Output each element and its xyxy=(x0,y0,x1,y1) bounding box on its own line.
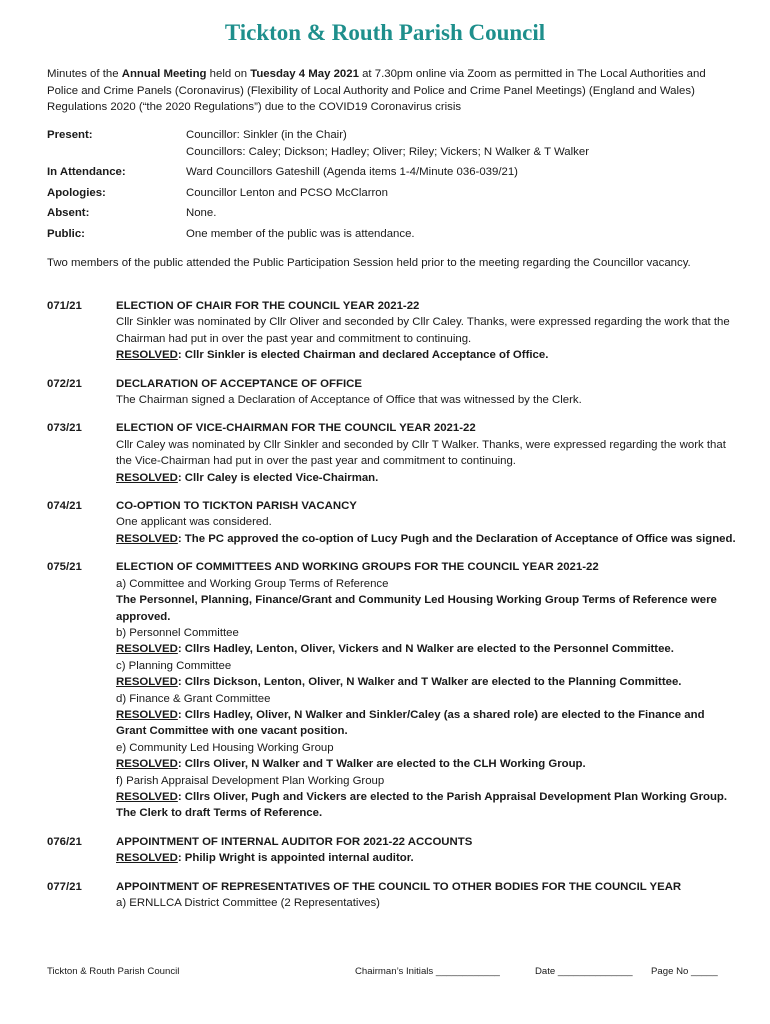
absent-row: Absent: None. xyxy=(47,207,217,219)
meeting-date: Tuesday 4 May 2021 xyxy=(250,68,359,80)
sub-item-d: d) Finance & Grant Committee xyxy=(116,692,271,705)
apologies-row: Apologies: Councillor Lenton and PCSO McClarron xyxy=(47,186,388,199)
minute-077: 077/21 APPOINTMENT OF REPRESENTATIVES OF THE COUNCIL TO OTHER BODIES FOR THE COUNCIL YEAR a) ERNLLCA District Committee (2 Representatives) xyxy=(47,879,737,912)
public-participation-note: Two members of the public attended the Public Participation Session held prior to the meeting regarding the Councillor vacancy. xyxy=(47,257,691,269)
sub-item-c: c) Planning Committee xyxy=(116,659,232,672)
resolution: RESOLVED: Cllrs Oliver, Pugh and Vickers are elected to the Parish Appraisal Development Plan Working Group. The Clerk to draft Terms of Reference. xyxy=(116,790,728,820)
resolution: RESOLVED: Cllrs Hadley, Oliver, N Walker and Sinkler/Caley (as a shared role) are elected to the Finance and Grant Committee with one vacant position. xyxy=(116,708,705,738)
sub-item-e: e) Community Led Housing Working Group xyxy=(116,741,334,754)
present-councillors: Councillors: Caley; Dickson; Hadley; Oliver; Riley; Vickers; N Walker & T Walker xyxy=(186,145,589,158)
minutes-items xyxy=(47,298,737,923)
attendance-block xyxy=(47,127,727,246)
minute-072: 072/21 DECLARATION OF ACCEPTANCE OF OFFICE The Chairman signed a Declaration of Acceptance of Office that was witnessed by the Clerk. xyxy=(47,377,582,407)
page-footer xyxy=(0,966,770,982)
minute-075: 075/21 ELECTION OF COMMITTEES AND WORKING GROUPS FOR THE COUNCIL YEAR 2021-22 a) Committee and Working Group Terms of Reference The Personnel, Planning, Finance/Grant and Community Led Housing Working Group Terms of Reference were approved. b) Personnel Committee RESOLVED: Cllrs Hadley, Lenton, Oliver, Vickers and N Walker are elected to the Personnel Committee. c) Planning Committee RESOLVED: Cllrs Dickson, Lenton, Oliver, N Walker and T Walker are elected to the Planning Committee. d) Finance & Grant Committee RESOLVED: Cllrs Hadley, Oliver, N Walker and Sinkler/Caley (as a shared role) are elected to the Finance and Grant Committee with one vacant position. e) Community Led Housing Working Group RESOLVED: Cllrs Oliver, N Walker and T Walker are elected to the CLH Working Group. f) Parish Appraisal Development Plan Working Group RESOLVED: Cllrs Oliver, Pugh and Vickers are elected to the Parish Appraisal Development Plan Working Group. The Clerk to draft Terms of Reference. xyxy=(47,559,737,822)
resolution: RESOLVED: Cllr Caley is elected Vice-Chairman. xyxy=(116,471,379,484)
minute-073: 073/21 ELECTION OF VICE-CHAIRMAN FOR THE COUNCIL YEAR 2021-22 Cllr Caley was nominated by Cllr Sinkler and seconded by Cllr T Walker. Thanks, were expressed regarding the work that the Vice-Chairman had put in over the past year and commitment to continuing. RESOLVED: Cllr Caley is elected Vice-Chairman. xyxy=(47,420,737,486)
intro-paragraph: Minutes of the Annual Meeting held on Tuesday 4 May 2021 at 7.30pm online via Zoom as permitted in The Local Authorities and Police and Crime Panels (Coronavirus) (Flexibility of Local Authority and Police and Crime Panel Meetings) (England and Wales) Regulations 2020 (“the 2020 Regulations”) due to the COVID19 Coronavirus crisis xyxy=(47,68,706,113)
resolution: RESOLVED: Cllrs Oliver, N Walker and T Walker are elected to the CLH Working Group. xyxy=(116,758,586,771)
present-row: Present: Councillor: Sinkler (in the Chair) Councillors: Caley; Dickson; Hadley; Oliver; Riley; Vickers; N Walker & T Walker xyxy=(47,127,727,160)
minute-076: 076/21 APPOINTMENT OF INTERNAL AUDITOR FOR 2021-22 ACCOUNTS RESOLVED: Philip Wright is appointed internal auditor. xyxy=(47,834,737,867)
footer-date: Date ______________ xyxy=(535,966,633,977)
present-chair: Councillor: Sinkler (in the Chair) xyxy=(186,129,347,141)
in-attendance-row: In Attendance: Ward Councillors Gateshill (Agenda items 1-4/Minute 036-039/21) xyxy=(47,166,518,178)
resolution: RESOLVED: Cllrs Dickson, Lenton, Oliver, N Walker and T Walker are elected to the Planning Committee. xyxy=(116,676,682,689)
resolution: RESOLVED: Cllr Sinkler is elected Chairman and declared Acceptance of Office. xyxy=(116,349,549,362)
resolution: RESOLVED: Cllrs Hadley, Lenton, Oliver, Vickers and N Walker are elected to the Personnel Committee. xyxy=(116,643,674,656)
resolution: RESOLVED: The PC approved the co-option of Lucy Pugh and the Declaration of Acceptance of Office was signed. xyxy=(116,532,736,545)
resolution: RESOLVED: Philip Wright is appointed internal auditor. xyxy=(116,852,414,865)
footer-chairman-initials: Chairman’s Initials ____________ xyxy=(355,966,500,977)
minute-074: 074/21 CO-OPTION TO TICKTON PARISH VACANCY One applicant was considered. RESOLVED: The PC approved the co-option of Lucy Pugh and the Declaration of Acceptance of Office was signed. xyxy=(47,498,737,547)
sub-item-b: b) Personnel Committee xyxy=(116,626,239,639)
meeting-type: Annual Meeting xyxy=(121,68,207,80)
page-title: Tickton & Routh Parish Council xyxy=(224,20,546,45)
footer-council-name: Tickton & Routh Parish Council xyxy=(47,966,180,977)
public-row: Public: One member of the public was is attendance. xyxy=(47,227,415,240)
footer-page-number: Page No _____ xyxy=(651,966,718,977)
sub-item-a: a) Committee and Working Group Terms of Reference xyxy=(116,577,389,590)
minute-071: 071/21 ELECTION OF CHAIR FOR THE COUNCIL YEAR 2021-22 Cllr Sinkler was nominated by Cllr Oliver and seconded by Cllr Caley. Thanks, were expressed regarding the work that the Chairman had put in over the past year and commitment to continuing. RESOLVED: Cllr Sinkler is elected Chairman and declared Acceptance of Office. xyxy=(47,298,737,364)
sub-item-f: f) Parish Appraisal Development Plan Working Group xyxy=(116,774,385,787)
sub-item-a: a) ERNLLCA District Committee (2 Representatives) xyxy=(116,897,380,909)
